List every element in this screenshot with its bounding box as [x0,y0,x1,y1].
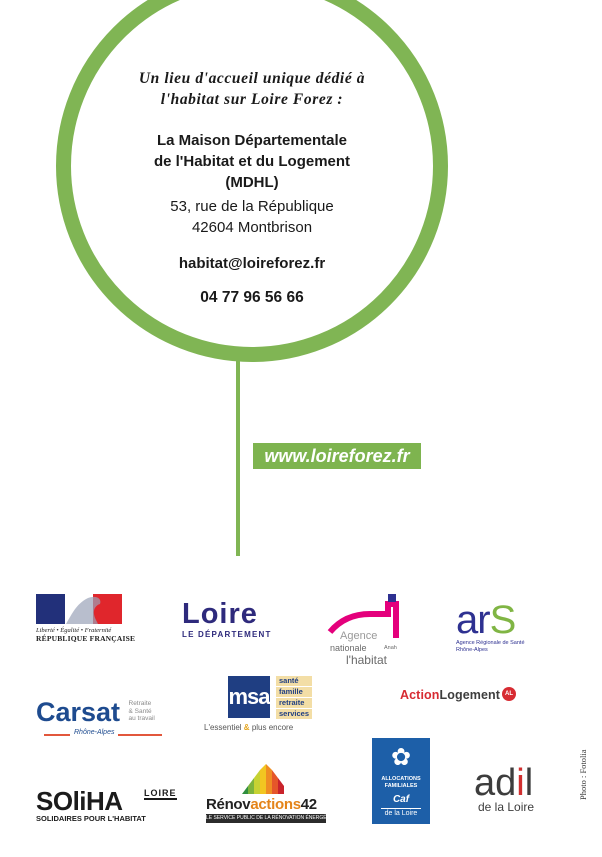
adil-subtitle: de la Loire [478,800,535,814]
family-icon: ✿ [390,744,412,771]
msa-tagline [204,723,293,732]
anah-acronym: Anah [384,645,397,651]
caf-divider [381,808,421,809]
carsat-name: Carsat [36,697,121,727]
caf-name: Caf [392,794,410,805]
logo-republique-francaise [36,594,136,646]
renov-wordmark [206,796,317,813]
green-stem-decoration [236,360,240,556]
logo-soliha [36,788,181,828]
contact-block [80,68,424,307]
msa-word-4: services [276,709,312,719]
action-logement-logement: Logement [439,688,501,702]
intro-line-2: l'habitat sur Loire Forez : [160,91,344,108]
soliha-name: SOliHA [36,786,123,816]
msa-word-1: santé [276,676,312,686]
org-name-line-1: La Maison Départementale [156,132,348,149]
carsat-tagline [129,700,155,723]
website-link[interactable]: www.loireforez.fr [253,443,421,469]
republique-text [36,627,136,643]
logo-action-logement [400,686,540,710]
adil-wordmark [474,764,554,802]
republique-name: RÉPUBLIQUE FRANÇAISE [36,634,136,643]
caf-loire: de la Loire [384,810,418,817]
adil-ad: ad [474,762,517,804]
address-city: 42604 Montbrison [191,219,313,236]
carsat-tagline-2: & Santé [128,707,152,715]
address [80,196,424,238]
ars-subtitle-1: Agence Régionale de Santé [456,640,525,646]
msa-word-2: famille [276,687,312,697]
intro-text [80,68,424,110]
email-link[interactable]: habitat@loireforez.fr [178,255,326,272]
intro-line-1: Un lieu d'accueil unique dédié à [138,70,366,87]
ars-subtitle-2: Rhône-Alpes [456,647,488,653]
msa-word-3: retraite [276,698,312,708]
org-name-line-2: de l'Habitat et du Logement [153,153,351,170]
action-logement-badge-icon: AL [502,687,516,701]
adil-l: l [524,762,534,804]
ars-wordmark [456,600,551,640]
address-street: 53, rue de la République [170,198,334,215]
soliha-subtitle: SOLIDAIRES POUR L'HABITAT [36,814,146,823]
renov-renov: Rénov [206,796,251,813]
loire-subtitle: LE DÉPARTEMENT [182,630,272,639]
caf-box [372,738,430,824]
logo-msa [204,676,334,736]
carsat-tagline-3: au travail [128,715,155,722]
msa-tag-before: L'essentiel [204,723,242,732]
logo-anah [326,594,416,668]
ars-word-s: S [489,598,516,642]
logo-loire-departement [182,600,282,640]
action-logement-wordmark [400,688,500,702]
logo-renovactions42 [206,762,342,826]
msa-tag-after: plus encore [251,723,294,732]
organization-name [80,130,424,193]
republique-motto: Liberté • Égalité • Fraternité [36,627,112,634]
caf-allocations-line-1: ALLOCATIONS [381,776,421,782]
photo-credit: Photo : Fotolia [578,749,588,800]
carsat-tagline-1: Retraite [128,700,152,707]
logo-carsat [36,698,171,740]
soliha-loire: LOIRE [144,788,177,798]
phone-number[interactable]: 04 77 96 56 66 [200,289,304,306]
logo-adil [474,764,554,822]
msa-words [276,676,312,720]
caf-allocations [372,776,430,790]
energy-house-icon [242,762,284,794]
org-acronym: (MDHL) [225,174,279,191]
action-logement-action: Action [400,688,440,702]
anah-agence: Agence [340,630,378,642]
caf-allocations-line-2: FAMILIALES [384,783,418,789]
renov-actions: actions [250,796,301,813]
msa-mark: msa [228,676,270,718]
msa-tag-amp: & [243,723,250,732]
loire-name: Loire [182,598,258,630]
ars-word-ar: ar [456,598,490,642]
anah-habitat: l'habitat [346,653,387,667]
adil-i: i [516,762,525,804]
logo-caf [372,738,430,824]
carsat-region: Rhône-Alpes [70,729,118,736]
marianne-flag-icon [36,594,122,624]
renov-subtitle: LE SERVICE PUBLIC DE LA RÉNOVATION ÉNERGÉTIQUE [206,815,342,821]
anah-nationale: nationale [330,643,367,653]
logo-ars [456,600,551,660]
renov-number: 42 [300,796,317,813]
